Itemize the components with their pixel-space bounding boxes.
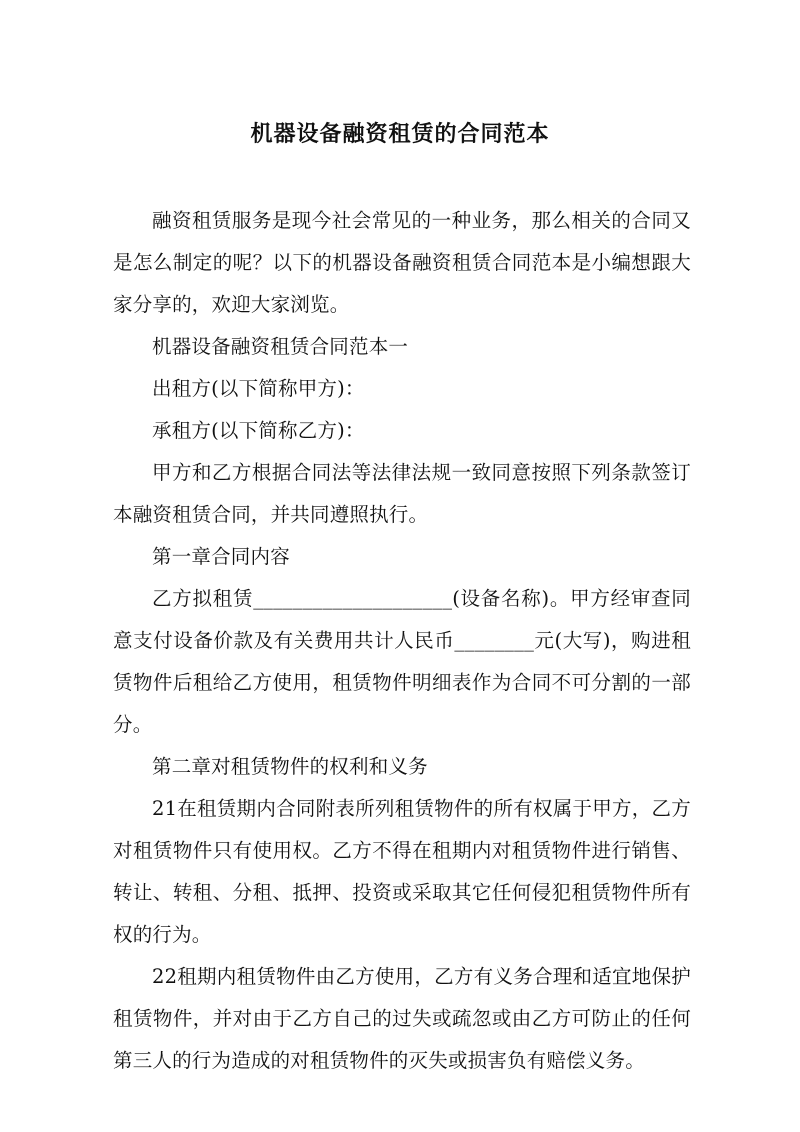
paragraph-clause-22: 22租期内租赁物件由乙方使用，乙方有义务合理和适宜地保护租赁物件，并对由于乙方自己的过失或疏忽或由乙方可防止的任何第三人的行为造成的对租赁物件的灭失或损害负有赔偿义务。 [113,965,691,1072]
paragraph-contract-heading: 机器设备融资租赁合同范本一 [152,335,409,358]
paragraph-lease-content: 乙方拟租赁____________________(设备名称)。甲方经审查同意支付设备价款及有关费用共计人民币________元(大写)，购进租赁物件后租给乙方使用，租赁物件明细表作为合同不可分割的一部分。 [113,587,691,736]
paragraph-clause-21: 21在租赁期内合同附表所列租赁物件的所有权属于甲方，乙方对租赁物件只有使用权。乙方不得在租期内对租赁物件进行销售、转让、转租、分租、抵押、投资或采取其它任何侵犯租赁物件所有权的行为。 [113,797,691,946]
paragraph-intro: 融资租赁服务是现今社会常见的一种业务，那么相关的合同又是怎么制定的呢？以下的机器设备融资租赁合同范本是小编想跟大家分享的，欢迎大家浏览。 [113,209,691,316]
chapter-two-heading: 第二章对租赁物件的权利和义务 [152,755,428,778]
document-body [113,200,691,1082]
paragraph-agreement: 甲方和乙方根据合同法等法律法规一致同意按照下列条款签订本融资租赁合同，并共同遵照执行。 [113,461,691,526]
paragraph-lessee: 承租方(以下简称乙方)： [152,419,365,442]
document-title: 机器设备融资租赁的合同范本 [250,121,550,147]
paragraph-lessor: 出租方(以下简称甲方)： [152,377,365,400]
chapter-one-heading: 第一章合同内容 [152,545,290,568]
